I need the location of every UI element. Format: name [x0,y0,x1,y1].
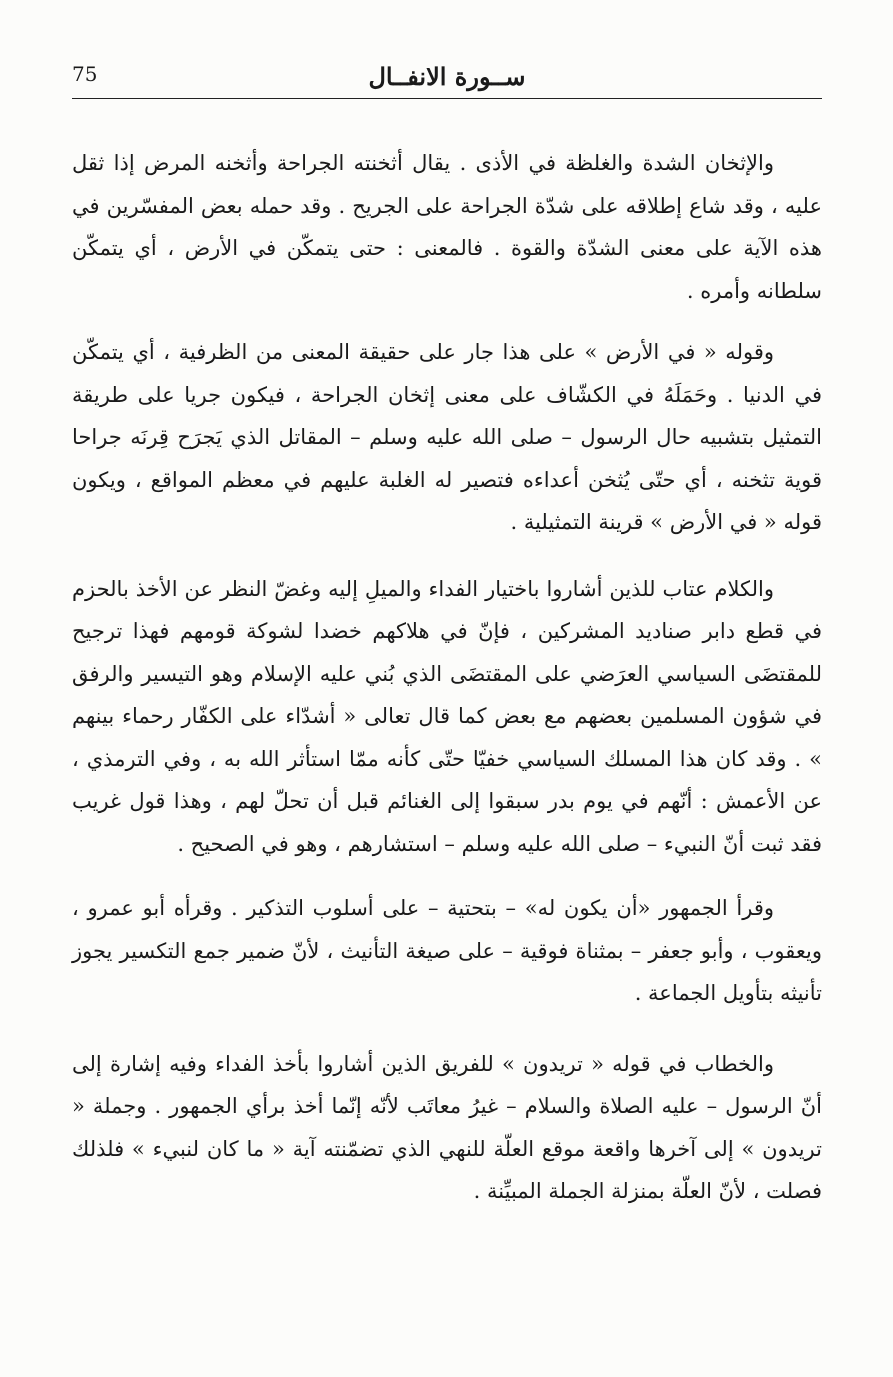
body-text [72,142,822,1213]
page-header [72,58,822,98]
paragraph-fil-ard: وقوله « في الأرض » على هذا جار على حقيقة المعنى من الظرفية ، أي يتمكّن في الدنيا . وحَمَلَهُ في الكشّاف على معنى إثخان الجراحة ، فيكون جريا على طريقة التمثيل بتشبيه حال الرسول – صلى الله عليه وسلم – المقاتل الذي يَجرَح قِرنَه جراحا قوية تثخنه ، أي حتّى يُثخن أعداءه فتصير له الغلبة عليهم في معظم المواقع ، ويكون قوله « في الأرض » قرينة التمثيلية . [72,340,822,534]
page-number: 75 [72,62,98,86]
running-title: ســورة الانفــال [368,62,526,91]
paragraph-reproach: والكلام عتاب للذين أشاروا باختيار الفداء والميلِ إليه وغضّ النظر عن الأخذ بالحزم في قطع دابر صناديد المشركين ، فإنّ في هلاكهم خضدا لشوكة قومهم فهذا ترجيح للمقتضَى السياسي العرَضي على المقتضَى الذي بُني عليه الإسلام وهو التيسير والرفق في شؤون المسلمين بعضهم مع بعض كما قال تعالى « أشدّاء على الكفّار رحماء بينهم » . وقد كان هذا المسلك السياسي خفيّا حتّى كأنه ممّا استأثر الله به ، وفي الترمذي ، عن الأعمش : أنّهم في يوم بدر سبقوا إلى الغنائم قبل أن تحلّ لهم ، وهذا قول غريب فقد ثبت أنّ النبيء – صلى الله عليه وسلم – استشارهم ، وهو في الصحيح . [72,576,822,856]
paragraph-qiraat: وقرأ الجمهور «أن يكون له» – بتحتية – على أسلوب التذكير . وقرأه أبو عمرو ، ويعقوب ، وأبو جعفر – بمثناة فوقية – على صيغة التأنيث ، لأنّ ضمير جمع التكسير يجوز تأنيثه بتأويل الجماعة . [72,896,822,1005]
header-rule [72,98,822,99]
paragraph-ithkhan-meaning: والإثخان الشدة والغلظة في الأذى . يقال أثخنته الجراحة وأثخنه المرض إذا ثقل عليه ، وقد شاع إطلاقه على شدّة الجراحة على الجريح . وقد حمله بعض المفسّرين في هذه الآية على معنى الشدّة والقوة . فالمعنى : حتى يتمكّن في الأرض ، أي يتمكّن سلطانه وأمره . [72,151,822,303]
paragraph-khitab: والخطاب في قوله « تريدون » للفريق الذين أشاروا بأخذ الفداء وفيه إشارة إلى أنّ الرسول – عليه الصلاة والسلام – غيرُ معاتَب لأنّه إنّما أخذ برأي الجمهور . وجملة « تريدون » إلى آخرها واقعة موقع العلّة للنهي الذي تضمّنته آية « ما كان لنبيء » فلذلك فصلت ، لأنّ العلّة بمنزلة الجملة المبيِّنة . [72,1051,822,1203]
